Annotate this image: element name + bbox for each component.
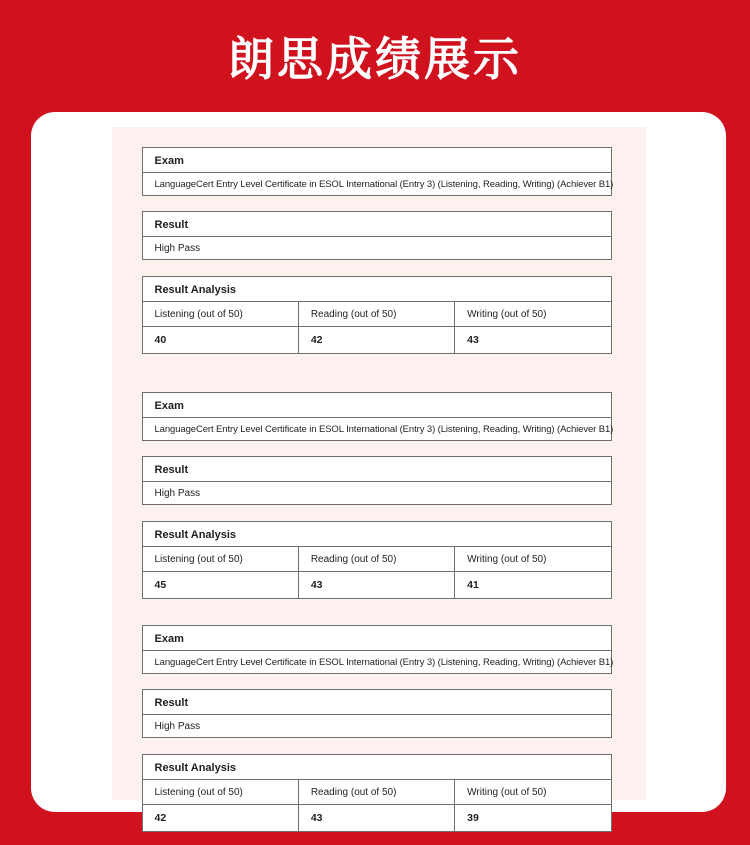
result-label: Result: [143, 457, 611, 482]
analysis-header-row: [143, 780, 611, 805]
exam-label: Exam: [143, 148, 611, 173]
analysis-score-row: [143, 572, 611, 598]
listening-score: 45: [143, 572, 299, 598]
page-title: 朗思成绩展示: [228, 33, 522, 85]
reading-column-header: Reading (out of 50): [299, 302, 455, 326]
exam-value: LanguageCert Entry Level Certificate in ESOL International (Entry 3) (Listening, Reading, Writing) (Achiever B1): [154, 179, 614, 190]
exam-value: LanguageCert Entry Level Certificate in ESOL International (Entry 3) (Listening, Reading, Writing) (Achiever B1): [154, 657, 614, 668]
result-value: High Pass: [154, 488, 201, 499]
result-table: [142, 211, 612, 260]
score-report-block-3: [142, 625, 612, 832]
result-analysis-table: [142, 276, 612, 354]
writing-column-header: Writing (out of 50): [467, 787, 547, 798]
writing-column-header: Writing (out of 50): [467, 309, 547, 320]
page-header: [0, 0, 750, 112]
result-label: Result: [143, 690, 611, 715]
result-analysis-label: Result Analysis: [143, 522, 611, 547]
score-report-block-1: [142, 147, 612, 354]
result-value: High Pass: [154, 243, 201, 254]
results-card: [31, 112, 726, 824]
score-report-block-2: [142, 392, 612, 599]
analysis-score-row: [143, 327, 611, 353]
result-value: High Pass: [154, 721, 201, 732]
reading-score: 43: [299, 805, 455, 831]
result-analysis-label: Result Analysis: [143, 277, 611, 302]
reading-column-header: Reading (out of 50): [299, 547, 455, 571]
analysis-header-row: [143, 302, 611, 327]
writing-column-header: Writing (out of 50): [467, 554, 547, 565]
exam-label: Exam: [143, 626, 611, 651]
exam-table: [142, 625, 612, 674]
analysis-score-row: [143, 805, 611, 831]
result-label: Result: [143, 212, 611, 237]
analysis-header-row: [143, 547, 611, 572]
writing-score: 39: [467, 812, 479, 824]
result-table: [142, 689, 612, 738]
reading-score: 43: [299, 572, 455, 598]
exam-table: [142, 392, 612, 441]
writing-score: 41: [467, 579, 479, 591]
result-analysis-table: [142, 521, 612, 599]
result-analysis-label: Result Analysis: [143, 755, 611, 780]
result-table: [142, 456, 612, 505]
listening-score: 40: [143, 327, 299, 353]
listening-column-header: Listening (out of 50): [143, 302, 299, 326]
result-analysis-table: [142, 754, 612, 832]
writing-score: 43: [467, 334, 479, 346]
exam-table: [142, 147, 612, 196]
listening-column-header: Listening (out of 50): [143, 547, 299, 571]
exam-value: LanguageCert Entry Level Certificate in ESOL International (Entry 3) (Listening, Reading, Writing) (Achiever B1): [154, 424, 614, 435]
score-report-sheet: [112, 127, 646, 824]
listening-column-header: Listening (out of 50): [143, 780, 299, 804]
reading-column-header: Reading (out of 50): [299, 780, 455, 804]
reading-score: 42: [299, 327, 455, 353]
exam-label: Exam: [143, 393, 611, 418]
listening-score: 42: [143, 805, 299, 831]
